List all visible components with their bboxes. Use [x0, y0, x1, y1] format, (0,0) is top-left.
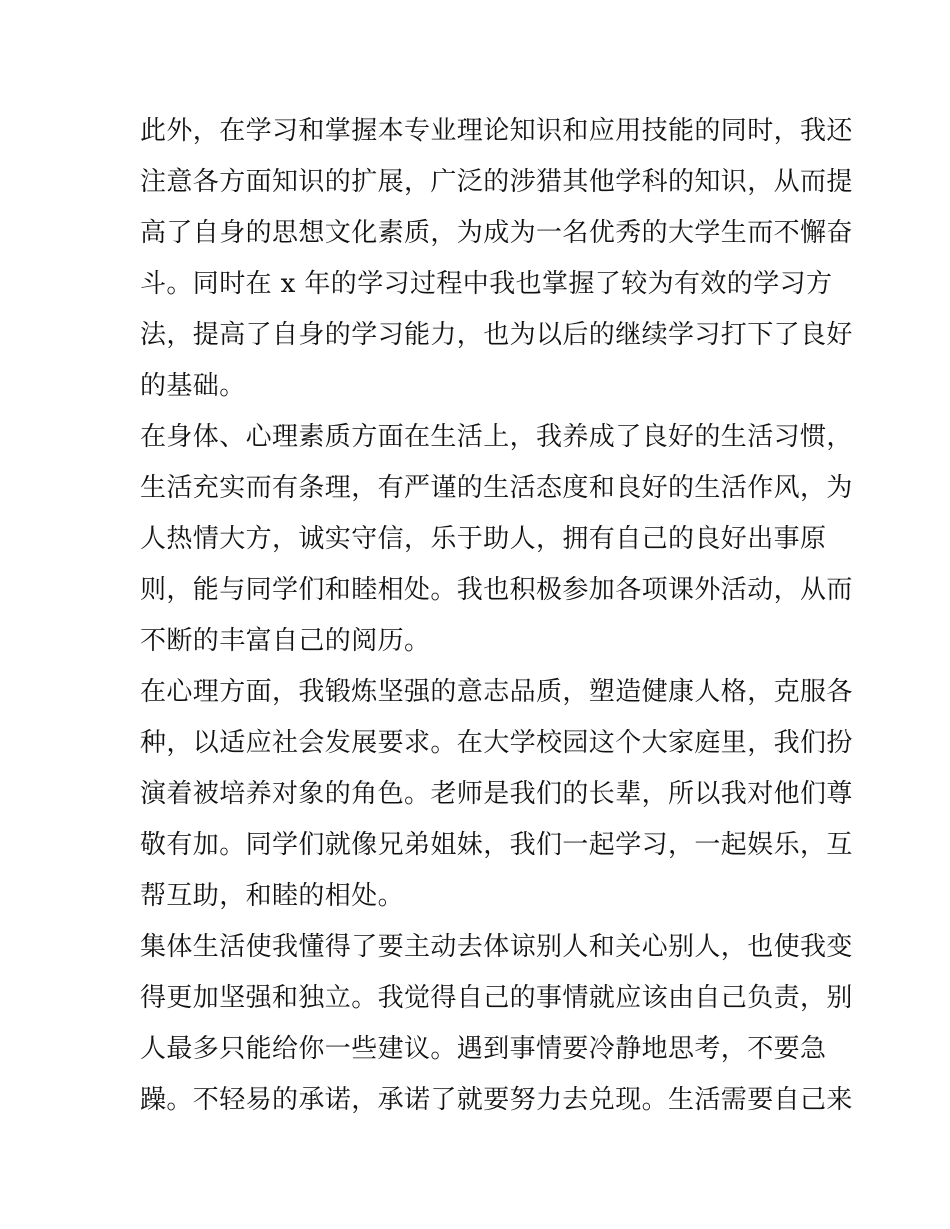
text-line: 生活充实而有条理，有严谨的生活态度和良好的生活作风，为	[140, 473, 853, 503]
text-line: 斗。同时在 x 年的学习过程中我也掌握了较为有效的学习方	[140, 269, 833, 299]
text-line: 人热情大方，诚实守信，乐于助人，拥有自己的良好出事原	[140, 524, 827, 554]
text-line: 不断的丰富自己的阅历。	[140, 626, 431, 656]
text-line: 在身体、心理素质方面在生活上，我养成了良好的生活习惯，	[140, 422, 853, 452]
text-line: 的基础。	[140, 371, 246, 401]
text-line: 集体生活使我懂得了要主动去体谅别人和关心别人，也使我变	[140, 932, 853, 962]
text-line: 种，以适应社会发展要求。在大学校园这个大家庭里，我们扮	[140, 728, 853, 758]
text-line: 此外，在学习和掌握本专业理论知识和应用技能的同时，我还	[140, 116, 853, 146]
text-line: 敬有加。同学们就像兄弟姐妹，我们一起学习，一起娱乐，互	[140, 830, 853, 860]
text-line: 注意各方面知识的扩展，广泛的涉猎其他学科的知识，从而提	[140, 167, 853, 197]
document-body	[140, 106, 853, 1126]
text-line: 演着被培养对象的角色。老师是我们的长辈，所以我对他们尊	[140, 779, 853, 809]
text-line: 则，能与同学们和睦相处。我也积极参加各项课外活动，从而	[140, 575, 853, 605]
text-line: 帮互助，和睦的相处。	[140, 881, 405, 911]
text-line: 在心理方面，我锻炼坚强的意志品质，塑造健康人格，克服各	[140, 677, 853, 707]
text-line: 法，提高了自身的学习能力，也为以后的继续学习打下了良好	[140, 320, 853, 350]
text-line: 人最多只能给你一些建议。遇到事情要冷静地思考，不要急	[140, 1034, 827, 1064]
text-line: 躁。不轻易的承诺，承诺了就要努力去兑现。生活需要自己来	[140, 1085, 853, 1115]
text-line: 得更加坚强和独立。我觉得自己的事情就应该由自己负责，别	[140, 983, 853, 1013]
text-line: 高了自身的思想文化素质，为成为一名优秀的大学生而不懈奋	[140, 218, 853, 248]
